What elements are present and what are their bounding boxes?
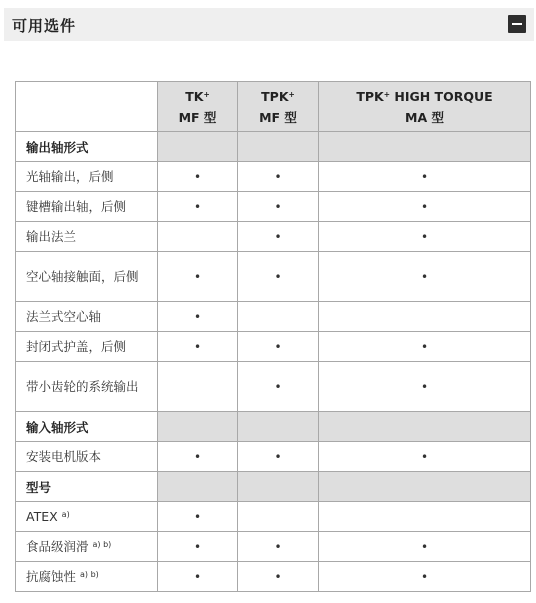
row-label	[16, 362, 158, 412]
row-label-text: 键槽输出轴，后侧	[26, 199, 127, 214]
availability-dot: •	[158, 562, 238, 592]
section-label: 型号	[16, 472, 158, 502]
section-filler-cell	[158, 472, 238, 502]
section-filler-cell	[158, 132, 238, 162]
section-label: 输出轴形式	[16, 132, 158, 162]
availability-dot: •	[319, 162, 531, 192]
availability-dot: •	[319, 332, 531, 362]
footnote-marker: a) b)	[80, 570, 99, 579]
row-label-text: 带小齿轮的系统输出	[26, 379, 139, 394]
empty-cell	[319, 502, 531, 532]
empty-cell	[158, 222, 238, 252]
table-row	[16, 192, 531, 222]
section-filler-cell	[238, 412, 319, 442]
table-row	[16, 222, 531, 252]
row-label	[16, 332, 158, 362]
availability-dot: •	[158, 442, 238, 472]
column-header-tpk	[238, 82, 319, 132]
row-label	[16, 442, 158, 472]
row-label-text: 空心轴接触面，后侧	[26, 269, 139, 284]
row-label	[16, 222, 158, 252]
availability-dot: •	[158, 192, 238, 222]
row-label	[16, 532, 158, 562]
row-label-text: 输出法兰	[26, 229, 77, 244]
table-row	[16, 532, 531, 562]
table-row	[16, 252, 531, 302]
row-label	[16, 562, 158, 592]
empty-cell	[238, 302, 319, 332]
empty-cell	[158, 362, 238, 412]
section-row	[16, 132, 531, 162]
table-row	[16, 502, 531, 532]
table-row	[16, 362, 531, 412]
availability-dot: •	[319, 192, 531, 222]
row-label	[16, 302, 158, 332]
availability-dot: •	[238, 562, 319, 592]
empty-cell	[319, 302, 531, 332]
row-label	[16, 192, 158, 222]
availability-dot: •	[238, 192, 319, 222]
availability-dot: •	[158, 302, 238, 332]
table-row	[16, 302, 531, 332]
row-label	[16, 252, 158, 302]
section-row	[16, 472, 531, 502]
column-header-tk	[158, 82, 238, 132]
section-filler-cell	[158, 412, 238, 442]
availability-dot: •	[158, 332, 238, 362]
row-label-text: 抗腐蚀性	[26, 569, 77, 584]
table-body	[16, 132, 531, 592]
availability-dot: •	[238, 252, 319, 302]
row-label	[16, 162, 158, 192]
table-row	[16, 442, 531, 472]
availability-dot: •	[319, 442, 531, 472]
row-label-text: ATEX	[26, 509, 58, 524]
options-table	[15, 81, 531, 592]
footnote-marker: a)	[61, 510, 70, 519]
availability-dot: •	[158, 532, 238, 562]
section-filler-cell	[319, 412, 531, 442]
availability-dot: •	[158, 162, 238, 192]
availability-dot: •	[238, 442, 319, 472]
availability-dot: •	[319, 362, 531, 412]
availability-dot: •	[238, 332, 319, 362]
collapse-minus-icon[interactable]	[508, 15, 526, 33]
column-header-line: TPK+ HIGH TORQUE	[356, 88, 493, 104]
table-row	[16, 562, 531, 592]
availability-dot: •	[238, 532, 319, 562]
column-header-line: MF 型	[178, 109, 217, 125]
column-header-line: TPK+	[261, 88, 295, 104]
table-row	[16, 332, 531, 362]
table-corner-cell	[16, 82, 158, 132]
column-header-tpk-high-torque	[319, 82, 531, 132]
footnote-marker: a) b)	[92, 540, 112, 549]
availability-dot: •	[238, 162, 319, 192]
availability-dot: •	[158, 502, 238, 532]
section-row	[16, 412, 531, 442]
empty-cell	[238, 502, 319, 532]
row-label-text: 安装电机版本	[26, 449, 102, 464]
availability-dot: •	[158, 252, 238, 302]
section-filler-cell	[319, 132, 531, 162]
section-label: 输入轴形式	[16, 412, 158, 442]
column-header-line: MF 型	[259, 109, 297, 125]
row-label-text: 法兰式空心轴	[26, 309, 102, 324]
section-header	[4, 8, 534, 41]
row-label-text: 封闭式护盖，后侧	[26, 339, 127, 354]
section-title: 可用选件	[12, 17, 77, 35]
column-header-line: MA 型	[405, 109, 444, 125]
table-row	[16, 162, 531, 192]
row-label-text: 食品级润滑	[26, 539, 89, 554]
column-header-line: TK+	[185, 88, 210, 104]
availability-dot: •	[319, 222, 531, 252]
availability-dot: •	[319, 252, 531, 302]
row-label	[16, 502, 158, 532]
availability-dot: •	[319, 532, 531, 562]
section-filler-cell	[238, 472, 319, 502]
row-label-text: 光轴输出，后侧	[26, 169, 114, 184]
availability-dot: •	[238, 362, 319, 412]
section-filler-cell	[238, 132, 319, 162]
availability-dot: •	[319, 562, 531, 592]
section-filler-cell	[319, 472, 531, 502]
availability-dot: •	[238, 222, 319, 252]
